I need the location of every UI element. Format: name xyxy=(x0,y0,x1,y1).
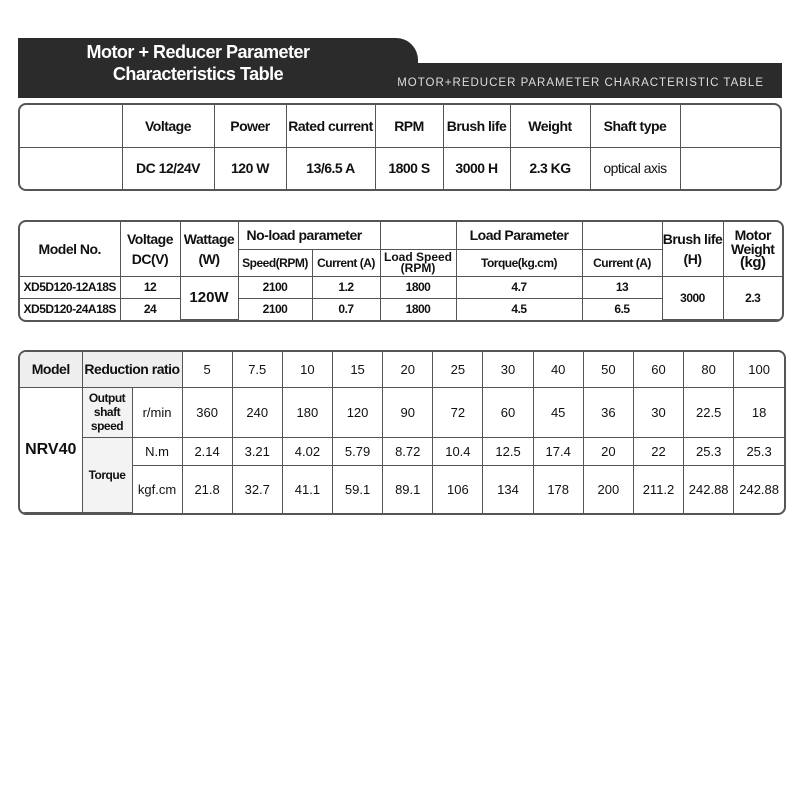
torque-kgf-value: 242.88 xyxy=(734,465,784,513)
speed-value: 18 xyxy=(734,387,784,437)
motor-weight: 2.3 xyxy=(723,276,782,320)
load-speed: 1800 xyxy=(380,276,456,298)
header-brush-label: Brush life xyxy=(662,230,723,247)
header-weight: Weight xyxy=(510,105,590,147)
ratio-value: 20 xyxy=(383,352,433,387)
ratio-row xyxy=(20,352,784,387)
brush-life: 3000 xyxy=(662,276,723,320)
torque-nm-value: 10.4 xyxy=(433,437,483,465)
empty-cell xyxy=(680,105,780,147)
value-brush-life: 3000 H xyxy=(443,147,510,189)
torque-nm-value: 20 xyxy=(583,437,633,465)
current: 0.7 xyxy=(312,298,380,319)
title-line-1: Motor + Reducer Parameter xyxy=(86,42,310,62)
torque-kgf-value: 59.1 xyxy=(332,465,382,513)
header-wattage-label: Wattage xyxy=(183,230,235,247)
header-motor-weight xyxy=(723,222,782,276)
torque: 4.5 xyxy=(456,298,582,319)
torque-nm-value: 17.4 xyxy=(533,437,583,465)
header-shaft-type: Shaft type xyxy=(590,105,680,147)
model-no: XD5D120-12A18S xyxy=(20,276,120,298)
ratio-value: 80 xyxy=(684,352,734,387)
voltage: 12 xyxy=(120,276,180,298)
ratio-value: 25 xyxy=(433,352,483,387)
ratio-value: 7.5 xyxy=(232,352,282,387)
torque-nm-value: 12.5 xyxy=(483,437,533,465)
torque-nm-value: 25.3 xyxy=(734,437,784,465)
torque-kgf-value: 134 xyxy=(483,465,533,513)
motor-spec-table xyxy=(18,220,784,322)
header-load-speed xyxy=(380,249,456,276)
header-torque: Torque(kg.cm) xyxy=(456,249,582,276)
header-weight-line2: Weight xyxy=(731,240,775,257)
current: 1.2 xyxy=(312,276,380,298)
header-current: Current (A) xyxy=(312,249,380,276)
wattage: 120W xyxy=(180,276,238,320)
summary-header-row xyxy=(20,105,780,147)
torque-nm-value: 8.72 xyxy=(383,437,433,465)
header-voltage xyxy=(120,222,180,276)
header-reduction-ratio: Reduction ratio xyxy=(82,352,182,387)
ratio-value: 15 xyxy=(332,352,382,387)
value-weight: 2.3 KG xyxy=(510,147,590,189)
speed-value: 180 xyxy=(282,387,332,437)
header-weight-line1: Motor xyxy=(734,226,771,243)
speed-value: 60 xyxy=(483,387,533,437)
speed-value: 36 xyxy=(583,387,633,437)
page-title xyxy=(18,41,378,85)
ratio-value: 100 xyxy=(734,352,784,387)
table-row xyxy=(20,276,782,298)
speed-value: 240 xyxy=(232,387,282,437)
header-model: Model No. xyxy=(20,222,120,276)
value-rpm: 1800 S xyxy=(375,147,443,189)
header-brush-life: Brush life xyxy=(443,105,510,147)
torque-kgf-value: 21.8 xyxy=(182,465,232,513)
value-shaft-type: optical axis xyxy=(590,147,680,189)
load-current: 6.5 xyxy=(582,298,662,319)
output-line-3: speed xyxy=(90,419,124,433)
speed: 2100 xyxy=(238,276,312,298)
header-speed: Speed(RPM) xyxy=(238,249,312,276)
header-noload: No-load parameter xyxy=(238,222,380,249)
torque-kgf-value: 41.1 xyxy=(282,465,332,513)
summary-table xyxy=(18,103,782,191)
ratio-value: 60 xyxy=(633,352,683,387)
page-subtitle: MOTOR+REDUCER PARAMETER CHARACTERISTIC TABLE xyxy=(397,77,764,89)
header-load-current: Current (A) xyxy=(582,249,662,276)
header-wattage xyxy=(180,222,238,276)
header-voltage-label: Voltage xyxy=(126,230,174,247)
empty-cell xyxy=(680,147,780,189)
title-banner xyxy=(18,38,782,98)
speed: 2100 xyxy=(238,298,312,319)
value-voltage: DC 12/24V xyxy=(122,147,214,189)
speed-value: 120 xyxy=(332,387,382,437)
header-rpm: RPM xyxy=(375,105,443,147)
ratio-value: 30 xyxy=(483,352,533,387)
title-line-2: Characteristics Table xyxy=(112,64,284,84)
output-line-1: Output xyxy=(88,391,126,405)
torque-kgf-value: 242.88 xyxy=(684,465,734,513)
torque-nm-value: 25.3 xyxy=(684,437,734,465)
header-model: Model xyxy=(20,352,82,387)
torque-kgf-value: 106 xyxy=(433,465,483,513)
value-power: 120 W xyxy=(214,147,286,189)
ratio-value: 40 xyxy=(533,352,583,387)
speed-value: 45 xyxy=(533,387,583,437)
empty-cell xyxy=(20,147,122,189)
torque: 4.7 xyxy=(456,276,582,298)
torque-nm-value: 3.21 xyxy=(232,437,282,465)
header-voltage-unit: DC(V) xyxy=(131,250,169,267)
header-voltage: Voltage xyxy=(122,105,214,147)
torque-kgf-row xyxy=(20,465,784,513)
torque-kgf-value: 211.2 xyxy=(633,465,683,513)
empty-cell xyxy=(20,105,122,147)
summary-value-row xyxy=(20,147,780,189)
empty-cell xyxy=(582,222,662,249)
torque-kgf-value: 32.7 xyxy=(232,465,282,513)
torque-nm-value: 5.79 xyxy=(332,437,382,465)
torque-nm-value: 22 xyxy=(633,437,683,465)
torque-kgf-value: 200 xyxy=(583,465,633,513)
model-no: XD5D120-24A18S xyxy=(20,298,120,319)
ratio-value: 10 xyxy=(282,352,332,387)
empty-cell xyxy=(380,222,456,249)
header-torque: Torque xyxy=(82,437,132,513)
ratio-value: 5 xyxy=(182,352,232,387)
header-load-speed-label: Load Speed xyxy=(384,249,453,264)
header-brush-life xyxy=(662,222,723,276)
speed-value: 360 xyxy=(182,387,232,437)
torque-kgf-value: 178 xyxy=(533,465,583,513)
header-brush-unit: (H) xyxy=(683,250,702,267)
header-load-speed-unit: (RPM) xyxy=(400,260,436,275)
speed-row xyxy=(20,387,784,437)
voltage: 24 xyxy=(120,298,180,319)
header-load-parameter: Load Parameter xyxy=(456,222,582,249)
torque-nm-value: 4.02 xyxy=(282,437,332,465)
unit-nm: N.m xyxy=(132,437,182,465)
output-line-2: shaft xyxy=(93,405,121,419)
model-name: NRV40 xyxy=(20,387,82,513)
speed-value: 90 xyxy=(383,387,433,437)
torque-nm-value: 2.14 xyxy=(182,437,232,465)
value-rated-current: 13/6.5 A xyxy=(286,147,375,189)
speed-value: 22.5 xyxy=(684,387,734,437)
speed-value: 72 xyxy=(433,387,483,437)
reducer-table xyxy=(18,350,786,515)
header-rated-current: Rated current xyxy=(286,105,375,147)
header-output-shaft-speed xyxy=(82,387,132,437)
speed-value: 30 xyxy=(633,387,683,437)
header-weight-unit: (kg) xyxy=(740,253,766,271)
ratio-value: 50 xyxy=(583,352,633,387)
load-current: 13 xyxy=(582,276,662,298)
header-power: Power xyxy=(214,105,286,147)
torque-kgf-value: 89.1 xyxy=(383,465,433,513)
header-wattage-unit: (W) xyxy=(198,250,220,267)
unit-rpm: r/min xyxy=(132,387,182,437)
unit-kgf: kgf.cm xyxy=(132,465,182,513)
load-speed: 1800 xyxy=(380,298,456,319)
spec-header-row-1 xyxy=(20,222,782,249)
torque-nm-row xyxy=(20,437,784,465)
